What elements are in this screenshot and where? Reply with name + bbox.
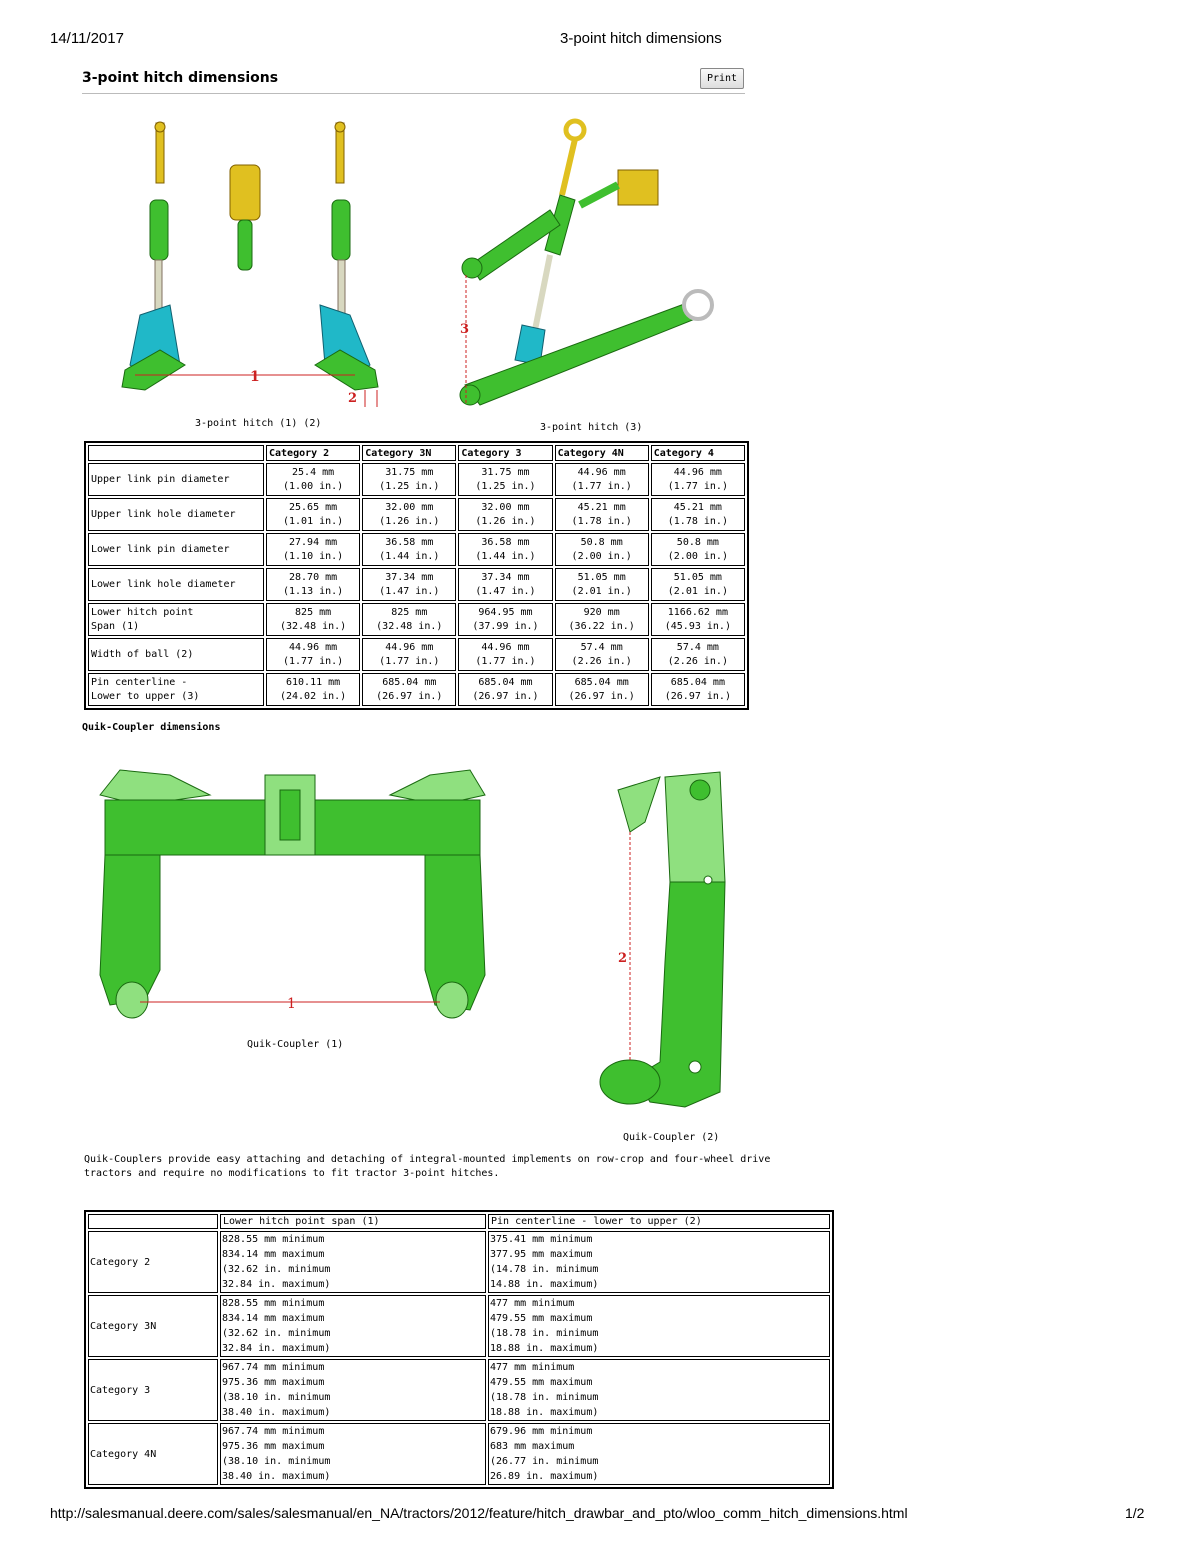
cell-line: (38.10 in. minimum (222, 1456, 331, 1467)
cell-value: (1.25 in.) (475, 480, 536, 492)
cell-value: 1166.62 mm (667, 606, 728, 618)
cell-value: 44.96 mm (481, 641, 530, 653)
table-cell (362, 568, 456, 601)
table-cell (266, 638, 360, 671)
table-cell (362, 673, 456, 706)
cell-line: 32.84 in. maximum) (222, 1343, 331, 1354)
table-cell (555, 498, 649, 531)
coupler-dim-2: 2 (618, 951, 628, 966)
table-row (88, 568, 745, 601)
cell-value: (32.48 in.) (376, 620, 443, 632)
cell-value: 51.05 mm (577, 571, 626, 583)
table-cell (266, 498, 360, 531)
cell-line: 479.55 mm maximum (490, 1377, 593, 1388)
table-header-row (88, 1214, 830, 1229)
left-lift-arm (122, 122, 185, 390)
dim-3-label: 3 (460, 322, 470, 337)
cell-value: 44.96 mm (289, 641, 338, 653)
column-header (88, 445, 264, 461)
table-cell (651, 603, 745, 636)
cell-value: 44.96 mm (673, 466, 722, 478)
cell-value: (2.26 in.) (667, 655, 728, 667)
table-cell (266, 673, 360, 706)
cell-line: 975.36 mm maximum (222, 1441, 325, 1452)
coupler-figure-front (90, 765, 490, 1030)
table-row (88, 1231, 830, 1293)
column-header: Category 4 (651, 445, 745, 461)
pin-cell (488, 1359, 830, 1421)
table-cell (555, 533, 649, 566)
cell-value: 36.58 mm (385, 536, 434, 548)
cell-line: 18.88 in. maximum) (490, 1343, 599, 1354)
span-cell (220, 1423, 486, 1485)
print-date: 14/11/2017 (50, 30, 124, 47)
cell-line: (32.62 in. minimum (222, 1328, 331, 1339)
coupler-caption-1: Quik-Coupler (1) (247, 1039, 344, 1050)
row-label-line: Upper link pin diameter (91, 473, 230, 485)
row-label (88, 498, 264, 531)
cell-value: (1.47 in.) (475, 585, 536, 597)
table-row (88, 463, 745, 496)
table-row (88, 603, 745, 636)
cell-value: (2.01 in.) (667, 585, 728, 597)
cell-value: (32.48 in.) (279, 620, 347, 632)
cell-value: (1.13 in.) (282, 585, 344, 597)
table-row (88, 638, 745, 671)
dim-1-label: 1 (250, 369, 260, 385)
cell-value: 32.00 mm (385, 501, 434, 513)
cell-line: (26.77 in. minimum (490, 1456, 599, 1467)
category-label: Category 3N (88, 1295, 218, 1357)
column-header: Category 2 (266, 445, 360, 461)
cell-value: (1.47 in.) (379, 585, 440, 597)
cell-value: (36.22 in.) (568, 620, 635, 632)
cell-line: 479.55 mm maximum (490, 1313, 593, 1324)
footer-page-number: 1/2 (1125, 1505, 1145, 1521)
hitch-caption-1: 3-point hitch (1) (2) (195, 418, 322, 429)
cell-value: (1.44 in.) (379, 550, 440, 562)
coupler-heading: Quik-Coupler dimensions (82, 722, 221, 733)
table-row (88, 673, 745, 706)
footer-url[interactable]: http://salesmanual.deere.com/sales/salesmanual/en_NA/tractors/2012/feature/hitch_drawbar_and_pto/wloo_comm_hitch_dimensions.html (50, 1505, 908, 1521)
coupler-figure-side (590, 762, 750, 1122)
cell-value: 31.75 mm (385, 466, 434, 478)
pin-cell (488, 1231, 830, 1293)
cell-value: 825 mm (391, 606, 428, 618)
table-cell (362, 498, 456, 531)
row-label-line: Span (1) (91, 620, 140, 632)
table-cell (362, 603, 456, 636)
table-cell (651, 533, 745, 566)
cell-value: (2.00 in.) (667, 550, 728, 562)
table-cell (362, 533, 456, 566)
cell-value: (1.77 in.) (571, 480, 632, 492)
coupler-caption-2: Quik-Coupler (2) (623, 1132, 720, 1143)
pin-cell (488, 1423, 830, 1485)
cell-value: (1.10 in.) (282, 550, 344, 562)
cell-value: 28.70 mm (289, 571, 338, 583)
cell-line: 477 mm minimum (490, 1362, 575, 1373)
table-cell (266, 463, 360, 496)
cell-line: 828.55 mm minimum (222, 1298, 325, 1309)
cell-value: (2.00 in.) (571, 550, 632, 562)
row-label-line: Lower to upper (3) (91, 690, 200, 702)
cell-value: (1.00 in.) (282, 480, 344, 492)
row-label-line: Lower link hole diameter (91, 578, 236, 590)
table-cell (458, 673, 552, 706)
cell-line: (38.10 in. minimum (222, 1392, 331, 1403)
row-label (88, 603, 264, 636)
table-cell (458, 568, 552, 601)
hitch-dimensions-table (84, 441, 749, 710)
cell-value: 610.11 mm (286, 676, 341, 688)
cell-line: 683 mm maximum (490, 1441, 575, 1452)
row-label (88, 568, 264, 601)
cell-line: 377.95 mm maximum (490, 1249, 593, 1260)
table-row (88, 1359, 830, 1421)
table-row (88, 533, 745, 566)
cell-value: (24.02 in.) (279, 690, 347, 702)
hitch-figure-side (100, 115, 400, 415)
cell-value: 37.34 mm (481, 571, 530, 583)
cell-value: (2.01 in.) (571, 585, 632, 597)
cell-value: 964.95 mm (478, 606, 533, 618)
cell-value: (1.26 in.) (475, 515, 536, 527)
dim-2-label: 2 (348, 391, 358, 406)
cell-line: 975.36 mm maximum (222, 1377, 325, 1388)
cell-value: 57.4 mm (580, 641, 623, 653)
column-header (88, 1214, 218, 1229)
cell-value: 50.8 mm (676, 536, 719, 548)
cell-value: 27.94 mm (289, 536, 338, 548)
cell-value: (1.44 in.) (475, 550, 536, 562)
cell-line: 26.89 in. maximum) (490, 1471, 599, 1482)
right-lift-arm (315, 122, 378, 390)
cell-line: 834.14 mm maximum (222, 1249, 325, 1260)
table-cell (651, 673, 745, 706)
coupler-description: Quik-Couplers provide easy attaching and detaching of integral-mounted implements on row-crop and four-wheel drive tractors and require no modifications to fit tractor 3-point hitches. (84, 1154, 771, 1179)
span-cell (220, 1231, 486, 1293)
table-cell (555, 673, 649, 706)
cell-value: (1.77 in.) (282, 655, 344, 667)
cell-value: (37.99 in.) (472, 620, 539, 632)
page-title: 3-point hitch dimensions (82, 70, 279, 86)
cell-value: 31.75 mm (481, 466, 530, 478)
cell-line: 834.14 mm maximum (222, 1313, 325, 1324)
row-label-line: Pin centerline - (91, 676, 188, 688)
column-header: Pin centerline - lower to upper (2) (488, 1214, 830, 1229)
cell-value: (1.77 in.) (379, 655, 440, 667)
cell-line: (18.78 in. minimum (490, 1328, 599, 1339)
cell-line: 14.88 in. maximum) (490, 1279, 599, 1290)
table-cell (651, 463, 745, 496)
cell-value: 685.04 mm (478, 676, 533, 688)
cell-line: (14.78 in. minimum (490, 1264, 599, 1275)
table-cell (555, 638, 649, 671)
table-cell (555, 568, 649, 601)
table-cell (266, 533, 360, 566)
row-label-line: Upper link hole diameter (91, 508, 236, 520)
table-cell (266, 603, 360, 636)
cell-value: 44.96 mm (385, 641, 434, 653)
cell-line: 375.41 mm minimum (490, 1234, 593, 1245)
cell-value: 51.05 mm (673, 571, 722, 583)
pin-cell (488, 1295, 830, 1357)
table-cell (362, 463, 456, 496)
cell-value: (26.97 in.) (568, 690, 635, 702)
cell-line: 38.40 in. maximum) (222, 1407, 331, 1418)
cell-line: (18.78 in. minimum (490, 1392, 599, 1403)
cell-line: 38.40 in. maximum) (222, 1471, 331, 1482)
cell-value: 685.04 mm (382, 676, 437, 688)
cell-line: 18.88 in. maximum) (490, 1407, 599, 1418)
top-link (230, 165, 260, 270)
print-doc-title: 3-point hitch dimensions (560, 30, 722, 47)
cell-value: 44.96 mm (577, 466, 626, 478)
coupler-dim-1: 1 (287, 996, 296, 1012)
category-label: Category 3 (88, 1359, 218, 1421)
row-label-line: Width of ball (2) (91, 648, 194, 660)
print-button[interactable]: Print (700, 68, 744, 89)
table-row (88, 1423, 830, 1485)
cell-value: (45.93 in.) (664, 620, 731, 632)
column-header: Category 3 (458, 445, 552, 461)
table-cell (266, 568, 360, 601)
row-label (88, 638, 264, 671)
column-header: Category 4N (555, 445, 649, 461)
coupler-dimensions-table (84, 1210, 834, 1489)
cell-line: (32.62 in. minimum (222, 1264, 331, 1275)
cell-line: 477 mm minimum (490, 1298, 575, 1309)
cell-value: (26.97 in.) (472, 690, 539, 702)
cell-value: 25.4 mm (292, 466, 335, 478)
cell-value: (26.97 in.) (664, 690, 731, 702)
cell-value: 45.21 mm (577, 501, 626, 513)
table-cell (458, 638, 552, 671)
table-cell (555, 603, 649, 636)
cell-value: 37.34 mm (385, 571, 434, 583)
hitch-figure-perspective (450, 115, 730, 415)
span-cell (220, 1359, 486, 1421)
row-label (88, 463, 264, 496)
cell-value: (1.77 in.) (667, 480, 728, 492)
row-label-line: Lower hitch point (91, 606, 194, 618)
table-cell (555, 463, 649, 496)
cell-value: (1.25 in.) (379, 480, 440, 492)
cell-line: 967.74 mm minimum (222, 1426, 325, 1437)
row-label (88, 673, 264, 706)
table-row (88, 498, 745, 531)
table-cell (651, 498, 745, 531)
cell-value: 50.8 mm (580, 536, 623, 548)
table-cell (458, 498, 552, 531)
title-divider (82, 93, 745, 94)
cell-value: (1.77 in.) (475, 655, 536, 667)
table-header-row (88, 445, 745, 461)
cell-value: (1.26 in.) (379, 515, 440, 527)
cell-line: 32.84 in. maximum) (222, 1279, 331, 1290)
cell-value: 685.04 mm (670, 676, 725, 688)
table-cell (651, 638, 745, 671)
cell-value: (1.78 in.) (667, 515, 728, 527)
table-cell (458, 603, 552, 636)
row-label-line: Lower link pin diameter (91, 543, 230, 555)
table-cell (458, 463, 552, 496)
table-cell (458, 533, 552, 566)
column-header: Lower hitch point span (1) (220, 1214, 486, 1229)
table-cell (362, 638, 456, 671)
cell-value: (26.97 in.) (376, 690, 443, 702)
category-label: Category 2 (88, 1231, 218, 1293)
cell-line: 828.55 mm minimum (222, 1234, 325, 1245)
cell-value: (1.01 in.) (282, 515, 344, 527)
cell-value: 57.4 mm (676, 641, 719, 653)
hitch-caption-2: 3-point hitch (3) (540, 422, 643, 433)
cell-value: 685.04 mm (574, 676, 629, 688)
table-row (88, 1295, 830, 1357)
row-label (88, 533, 264, 566)
table-cell (651, 568, 745, 601)
cell-value: 45.21 mm (673, 501, 722, 513)
cell-value: 825 mm (295, 606, 332, 618)
cell-value: 32.00 mm (481, 501, 530, 513)
cell-value: (2.26 in.) (571, 655, 632, 667)
cell-value: (1.78 in.) (571, 515, 632, 527)
column-header: Category 3N (362, 445, 456, 461)
cell-value: 25.65 mm (289, 501, 338, 513)
category-label: Category 4N (88, 1423, 218, 1485)
cell-line: 679.96 mm minimum (490, 1426, 593, 1437)
cell-line: 967.74 mm minimum (222, 1362, 325, 1373)
cell-value: 920 mm (583, 606, 620, 618)
cell-value: 36.58 mm (481, 536, 530, 548)
span-cell (220, 1295, 486, 1357)
